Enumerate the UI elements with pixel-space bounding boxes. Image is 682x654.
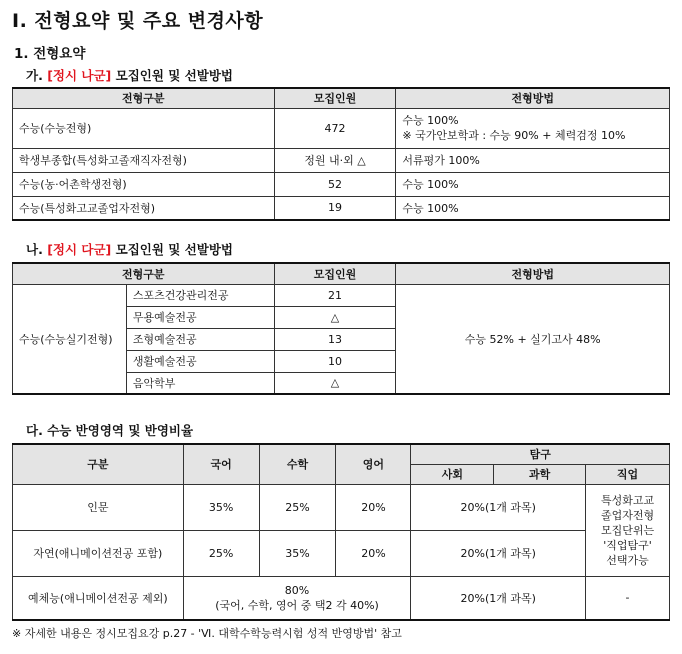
table-row [13, 196, 670, 220]
table-c-header-tamgu: 탐구 [411, 444, 670, 464]
table-c-header-job: 직업 [586, 464, 670, 484]
section-a-heading [26, 66, 233, 84]
table-c-tamgu: 20%(1개 과목) [411, 484, 586, 530]
table-a-method: 서류평가 100% [396, 148, 670, 172]
table-c-kor: 35% [183, 484, 259, 530]
table-b [12, 262, 670, 395]
table-c-eng: 20% [336, 530, 411, 576]
table-row [13, 530, 670, 576]
table-c-header-social: 사회 [411, 464, 494, 484]
table-a-type: 학생부종합(특성화고졸재직자전형) [13, 148, 275, 172]
table-b-method: 수능 52% + 실기고사 48% [396, 284, 670, 394]
table-a-type: 수능(농·어촌학생전형) [13, 172, 275, 196]
sub-title: 1. 전형요약 [14, 46, 86, 62]
table-row [13, 108, 670, 148]
section-c-heading: 다. 수능 반영영역 및 반영비율 [26, 423, 194, 438]
table-c-name: 자연(애니메이션전공 포함) [13, 530, 184, 576]
section-b-heading [26, 240, 233, 258]
section-a-prefix: 가. [26, 68, 48, 83]
table-b-count: 21 [274, 284, 396, 306]
table-a-count: 472 [274, 108, 396, 148]
table-row [13, 284, 670, 306]
job-note-line: 특성화고교 [600, 493, 655, 507]
job-note-line: '직업탐구' [603, 538, 652, 552]
table-a-method: 수능 100% [396, 196, 670, 220]
table-b-count: 13 [274, 328, 396, 350]
table-c-job-note [586, 484, 670, 576]
table-a-method: 수능 100% [396, 172, 670, 196]
table-c-eng: 20% [336, 484, 411, 530]
section-b-suffix: 모집인원 및 선발방법 [111, 242, 233, 257]
table-c-name: 예체능(애니메이션전공 제외) [13, 576, 184, 620]
table-c-combined-line2: (국어, 수학, 영어 중 택2 각 40%) [215, 598, 379, 612]
table-row [13, 576, 670, 620]
table-c-kor: 25% [183, 530, 259, 576]
table-c-name: 인문 [13, 484, 184, 530]
table-a-method-line1: 수능 100% [402, 114, 459, 127]
job-note-line: 졸업자전형 [600, 508, 655, 522]
table-row [13, 484, 670, 530]
table-a-header-type: 전형구분 [13, 88, 275, 108]
table-a-method-line2: ※ 국가안보학과 : 수능 90% + 체력검정 10% [402, 129, 626, 142]
table-c-header-math: 수학 [259, 444, 336, 484]
table-b-unit: 생활예술전공 [126, 350, 274, 372]
table-c-header-kor: 국어 [183, 444, 259, 484]
section-b-prefix: 나. [26, 242, 48, 257]
table-a-count: 52 [274, 172, 396, 196]
table-c-math: 35% [259, 530, 336, 576]
table-b-header-method: 전형방법 [396, 263, 670, 284]
table-c-tamgu: 20%(1개 과목) [411, 576, 586, 620]
section-title: Ⅰ. 전형요약 및 주요 변경사항 [12, 10, 264, 32]
table-c-combined [183, 576, 411, 620]
job-note-line: 선택가능 [606, 553, 649, 567]
table-b-count: 10 [274, 350, 396, 372]
table-c-tamgu: 20%(1개 과목) [411, 530, 586, 576]
footnote: ※ 자세한 내용은 정시모집요강 p.27 - 'Ⅵ. 대학수학능력시험 성적 반영방법' 참고 [12, 627, 402, 640]
table-c-combined-line1: 80% [284, 583, 310, 597]
table-a-type: 수능(수능전형) [13, 108, 275, 148]
table-c-header-science: 과학 [494, 464, 586, 484]
table-b-group: 수능(수능실기전형) [13, 284, 127, 394]
table-b-count: △ [274, 372, 396, 394]
table-a [12, 87, 670, 221]
table-row [13, 172, 670, 196]
table-a-count: 19 [274, 196, 396, 220]
table-b-unit: 스포츠건강관리전공 [126, 284, 274, 306]
table-a-type: 수능(특성화고교졸업자전형) [13, 196, 275, 220]
table-b-unit: 조형예술전공 [126, 328, 274, 350]
table-c-header-eng: 영어 [336, 444, 411, 484]
table-b-header-type: 전형구분 [13, 263, 275, 284]
section-b-red-label: [정시 다군] [47, 242, 112, 257]
table-b-count: △ [274, 306, 396, 328]
section-a-red-label: [정시 나군] [47, 68, 112, 83]
table-c [12, 443, 670, 621]
table-b-header-count: 모집인원 [274, 263, 396, 284]
table-a-count: 정원 내·외 △ [274, 148, 396, 172]
table-b-unit: 음악학부 [126, 372, 274, 394]
job-note-line: 모집단위는 [600, 523, 655, 537]
table-a-header-count: 모집인원 [274, 88, 396, 108]
section-a-suffix: 모집인원 및 선발방법 [111, 68, 233, 83]
table-a-header-method: 전형방법 [396, 88, 670, 108]
table-b-unit: 무용예술전공 [126, 306, 274, 328]
table-row [13, 148, 670, 172]
table-c-job: - [586, 576, 670, 620]
table-a-method [396, 108, 670, 148]
table-c-math: 25% [259, 484, 336, 530]
table-c-header-gubun: 구분 [13, 444, 184, 484]
